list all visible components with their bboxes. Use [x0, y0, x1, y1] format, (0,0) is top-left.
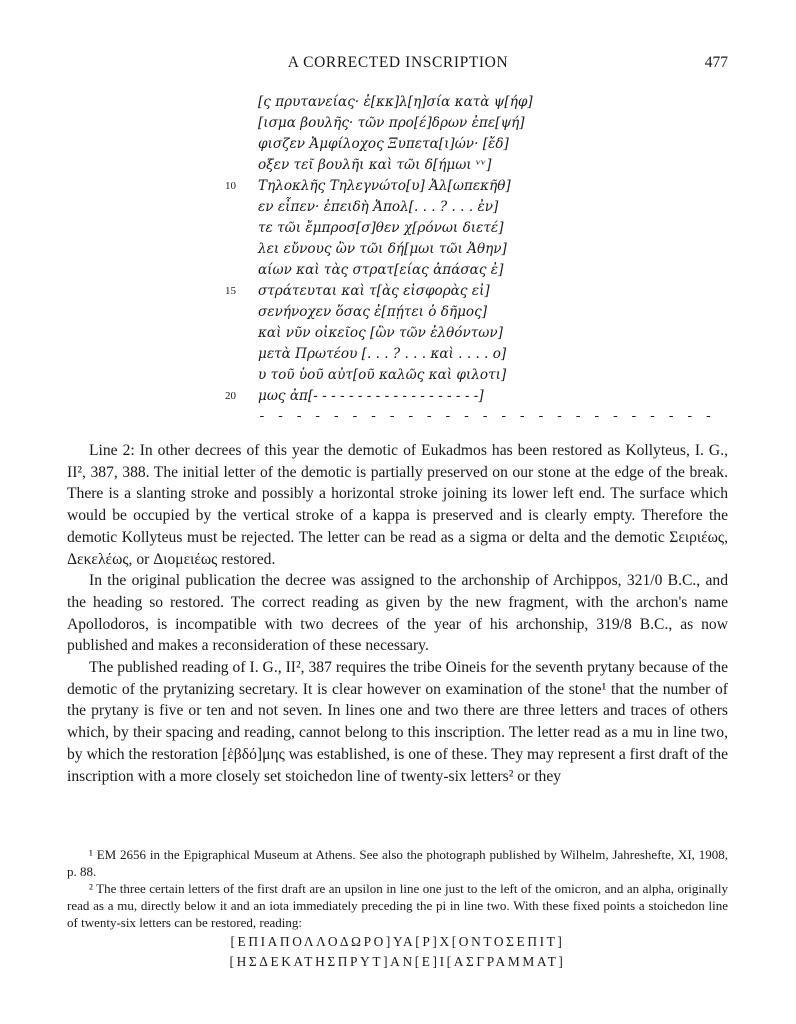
inscription-line	[0, 260, 796, 281]
footnotes-section	[67, 846, 728, 971]
inscription-line	[0, 344, 796, 365]
inscription-line	[0, 281, 796, 302]
inscription-line	[0, 176, 796, 197]
inscription-line-text: φισζεν Ἀμφίλοχος Ξυπετα[ι]ών· [ἔδ]	[258, 136, 509, 152]
line-number: 15	[225, 285, 236, 297]
inscription-line	[0, 155, 796, 176]
inscription-line-text: εν εἶπεν· ἐπειδὴ Ἀπολ[. . . ? . . . ἐν]	[258, 199, 499, 215]
inscription-line	[0, 239, 796, 260]
inscription-line	[0, 365, 796, 386]
commentary-section	[67, 440, 728, 787]
inscription-line	[0, 386, 796, 407]
inscription-line	[0, 197, 796, 218]
page-header	[0, 54, 796, 76]
running-title: A CORRECTED INSCRIPTION	[287, 54, 509, 71]
inscription-line	[0, 218, 796, 239]
epigraphic-restoration-line: [ΗΣΔΕΚΑΤΗΣΠΡΥΤ]ΑΝ[Ε]Ι[ΑΣΓΡΑΜΜΑΤ]	[229, 954, 566, 969]
inscription-line-text: [ς πρυτανείας· ἐ[κκ]λ[η]σία κατὰ ψ[ήφ]	[258, 94, 533, 110]
inscription-line	[0, 134, 796, 155]
footnote: ¹ EM 2656 in the Epigraphical Museum at Athens. See also the photograph published by Wilhelm, Jahreshefte, XI, 1908, p. 88.	[67, 847, 728, 879]
commentary-paragraph: In the original publication the decree was assigned to the archonship of Archippos, 321/0 B.C., and the heading so restored. The correct reading as given by the new fragment, with the archon's name Apollodoros, is incompatible with two decrees of the year of his archonship, 319/8 B.C., as now published and makes a reconsideration of these necessary.	[67, 572, 728, 655]
line-number: 10	[225, 180, 236, 192]
inscription-trailing-dashes: - - - - - - - - - - - - - - - - - - - - - - - - -	[258, 409, 714, 424]
inscription-line-text: σενήνοχεν ὅσας ἐ[πῄτει ὁ δῆμος]	[258, 304, 488, 320]
epigraphic-restoration-line: [ΕΠΙΑΠΟΛΛΟΔΩΡΟ]ΥΑ[Ρ]Χ[ΟΝΤΟΣΕΠΙΤ]	[230, 934, 565, 949]
inscription-line-text: τε τῶι ἔμπροσ[σ]θεν χ[ρόνωι διετέ]	[258, 220, 504, 236]
inscription-line-text: αίων καὶ τὰς στρατ[είας ἁπάσας ἐ]	[258, 262, 504, 278]
commentary-paragraph: Line 2: In other decrees of this year the demotic of Eukadmos has been restored as Kollyteus, I. G., II², 387, 388. The initial letter of the demotic is partially preserved on our stone at the edge of the break. There is a slanting stroke and possibly a horizontal stroke joining its lower left end. The surface which would be occupied by the vertical stroke of a kappa is preserved and is clearly empty. Therefore the demotic Kollyteus must be rejected. The letter can be read as a sigma or delta and the demotic Σειριέως, Δεκελέως, or Διομειέως restored.	[67, 442, 728, 568]
inscription-line-text: μως ἀπ[- - - - - - - - - - - - - - - - - - -]	[258, 388, 484, 404]
inscription-line-text: μετὰ Πρωτέου [. . . ? . . . καὶ . . . . ο]	[258, 346, 507, 362]
commentary-paragraph: The published reading of I. G., II², 387 requires the tribe Oineis for the seventh prytany because of the demotic of the prytanizing secretary. It is clear however on examination of the stone¹ that the number of the prytany is five or ten and not seven. In lines one and two there are three letters and traces of others which, by their spacing and reading, cannot belong to this inscription. The letter read as a mu in line two, by which the restoration [ἑβδό]μης was established, is one of these. They may represent a first draft of the inscription with a more closely set stoichedon line of twenty-six letters² or they	[67, 659, 728, 785]
inscription-line-text: Τηλοκλῆς Τηλεγνώτο[υ] Ἀλ[ωπεκῆθ]	[258, 178, 511, 194]
inscription-line-text: στράτευται καὶ τ[ὰς εἰσφορὰς εἰ]	[258, 283, 490, 299]
page-number: 477	[704, 54, 728, 71]
inscription-line-text: οξεν τεῖ βουλῆι καὶ τῶι δ[ήμωι ᵛᵛ]	[258, 157, 492, 173]
inscription-line	[0, 113, 796, 134]
inscription-line-text: υ τοῦ ὑοῦ αὐτ[οῦ καλῶς καὶ φιλοτι]	[258, 367, 507, 383]
inscription-line-text: λει εὔνους ὢν τῶι δή[μωι τῶι Ἀθην]	[258, 241, 507, 257]
line-number: 20	[225, 390, 236, 402]
inscription-line-text: [ισμα βουλῆς· τῶν προ[έ]δρων ἐπε[ψή]	[258, 115, 525, 131]
inscription-line	[0, 302, 796, 323]
inscription-line	[0, 323, 796, 344]
inscription-line	[0, 92, 796, 113]
inscription-line-text: καὶ νῦν οἰκεῖος [ὢν τῶν ἐλθόντων]	[258, 325, 503, 341]
inscription-text-block	[0, 92, 796, 422]
footnote: ² The three certain letters of the first draft are an upsilon in line one just to the left of the omicron, and an alpha, originally read as a mu, directly below it and an iota immediately preceding the pi in line two. With these fixed points a stoichedon line of twenty-six letters can be restored, reading:	[67, 881, 728, 930]
